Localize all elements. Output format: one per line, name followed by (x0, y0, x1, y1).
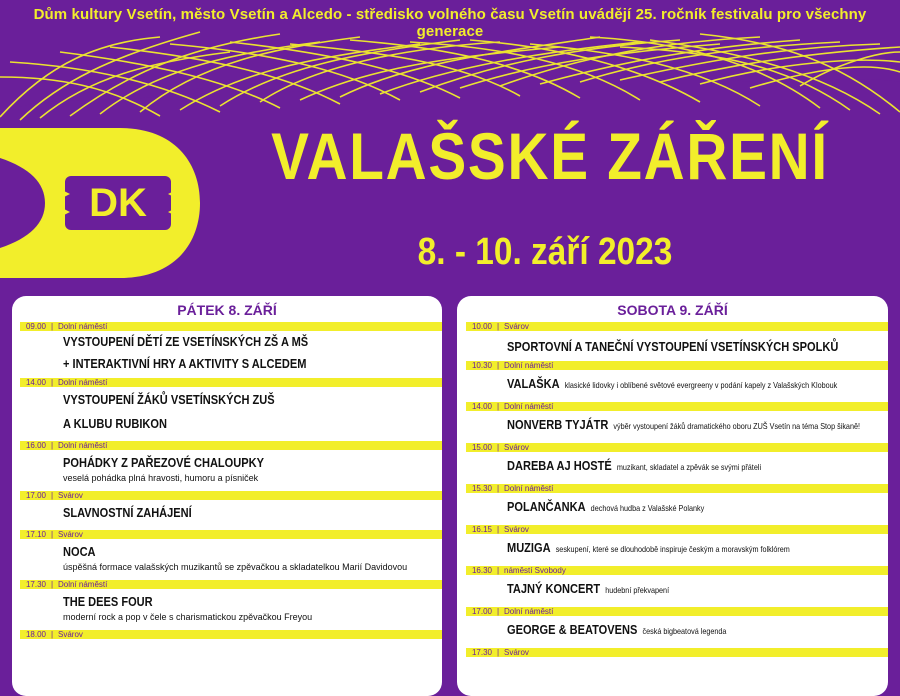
event-time-bar: 10.30 | Dolní náměstí (466, 361, 888, 370)
event-title: + INTERAKTIVNÍ HRY A AKTIVITY S ALCEDEM (63, 356, 307, 371)
list-item (12, 580, 442, 630)
festival-date: 8. - 10. září 2023 (417, 231, 673, 273)
event-title: VALAŠKA klasické lidovky i oblíbené světové evergreeny v podání kapely z Valašských Klobouk (507, 376, 838, 391)
festival-title: VALAŠSKÉ ZÁŘENÍ (271, 119, 829, 193)
event-time-bar: 14.00 | Dolní náměstí (20, 378, 442, 387)
event-time-bar: 17.00 | Svárov (20, 491, 442, 500)
event-description: veselá pohádka plná hravosti, humoru a písniček (63, 473, 259, 483)
list-item (12, 530, 442, 580)
event-title: NOCA (63, 544, 96, 559)
list-item (457, 322, 888, 361)
event-title: SLAVNOSTNÍ ZAHÁJENÍ (63, 505, 192, 520)
event-title: VYSTOUPENÍ DĚTÍ ZE VSETÍNSKÝCH ZŠ A MŠ (63, 334, 309, 349)
event-time-bar: 17.30 | Dolní náměstí (20, 580, 442, 589)
list-item (12, 378, 442, 441)
event-title: DAREBA AJ HOSTÉ muzikant, skladatel a zpěvák se svými přáteli (507, 458, 762, 473)
grass-illustration (0, 22, 900, 125)
friday-schedule-panel (12, 296, 442, 696)
friday-heading: PÁTEK 8. ZÁŘÍ (177, 302, 277, 318)
event-time-bar: 16.00 | Dolní náměstí (20, 441, 442, 450)
event-title: MUZIGA seskupení, které se dlouhodobě inspiruje českým a moravským folklórem (507, 540, 790, 555)
dk-logo (0, 128, 205, 278)
list-item (12, 491, 442, 530)
festival-subtitle: Dům kultury Vsetín, město Vsetín a Alcedo - středisko volného času Vsetín uvádějí 25. ročník festivalu pro všechny generace (33, 6, 867, 40)
event-title: A KLUBU RUBIKON (63, 416, 167, 431)
event-description: muzikant, skladatel a zpěvák se svými přáteli (616, 462, 762, 472)
event-title: VYSTOUPENÍ ŽÁKŮ VSETÍNSKÝCH ZUŠ (63, 392, 275, 407)
event-time-bar: 16.15 | Svárov (466, 525, 888, 534)
event-title: POLANČANKA dechová hudba z Valašské Polanky (507, 499, 705, 514)
list-item (12, 322, 442, 378)
list-item (457, 361, 888, 402)
svg-text:DK: DK (89, 181, 147, 225)
event-description: úspěšná formace valašských muzikantů se zpěvačkou a skladatelkou Marií Davidovou (63, 562, 408, 572)
header-strip (0, 0, 900, 125)
event-time-bar: 18.00 | Svárov (20, 630, 442, 639)
list-item (12, 630, 442, 639)
event-description: dechová hudba z Valašské Polanky (590, 503, 705, 513)
list-item (457, 648, 888, 657)
event-description: moderní rock a pop v čele s charismatickou zpěvačkou Freyou (63, 612, 313, 622)
list-item (457, 443, 888, 484)
list-item (457, 402, 888, 443)
event-time-bar: 17.00 | Dolní náměstí (466, 607, 888, 616)
event-title: THE DEES FOUR (63, 594, 153, 609)
event-description: česká bigbeatová legenda (642, 626, 727, 636)
event-title: NONVERB TYJÁTR výběr vystoupení žáků dramatického oboru ZUŠ Vsetín na téma Stop šikaně! (507, 417, 861, 432)
event-time-bar: 14.00 | Dolní náměstí (466, 402, 888, 411)
saturday-schedule-panel (457, 296, 888, 696)
event-time-bar: 16.30 | náměstí Svobody (466, 566, 888, 575)
list-item (12, 441, 442, 491)
event-title: SPORTOVNÍ A TANEČNÍ VYSTOUPENÍ VSETÍNSKÝCH SPOLKŮ (507, 339, 839, 354)
event-time-bar: 09.00 | Dolní náměstí (20, 322, 442, 331)
event-description: klasické lidovky i oblíbené světové evergreeny v podání kapely z Valašských Klobouk (564, 380, 838, 390)
event-title: TAJNÝ KONCERT hudební překvapení (507, 581, 670, 596)
event-title: GEORGE & BEATOVENS česká bigbeatová legenda (507, 622, 727, 637)
event-time-bar: 17.10 | Svárov (20, 530, 442, 539)
event-description: seskupení, které se dlouhodobě inspiruje českým a moravským folklórem (555, 544, 790, 554)
event-time-bar: 10.00 | Svárov (466, 322, 888, 331)
list-item (457, 566, 888, 607)
list-item (457, 525, 888, 566)
event-time-bar: 15.00 | Svárov (466, 443, 888, 452)
event-title: POHÁDKY Z PAŘEZOVÉ CHALOUPKY (63, 455, 264, 470)
list-item (457, 484, 888, 525)
event-time-bar: 17.30 | Svárov (466, 648, 888, 657)
event-description: výběr vystoupení žáků dramatického oboru ZUŠ Vsetín na téma Stop šikaně! (613, 421, 861, 431)
event-time-bar: 15.30 | Dolní náměstí (466, 484, 888, 493)
list-item (457, 607, 888, 648)
saturday-heading: SOBOTA 9. ZÁŘÍ (617, 302, 728, 318)
event-description: hudební překvapení (605, 585, 670, 595)
